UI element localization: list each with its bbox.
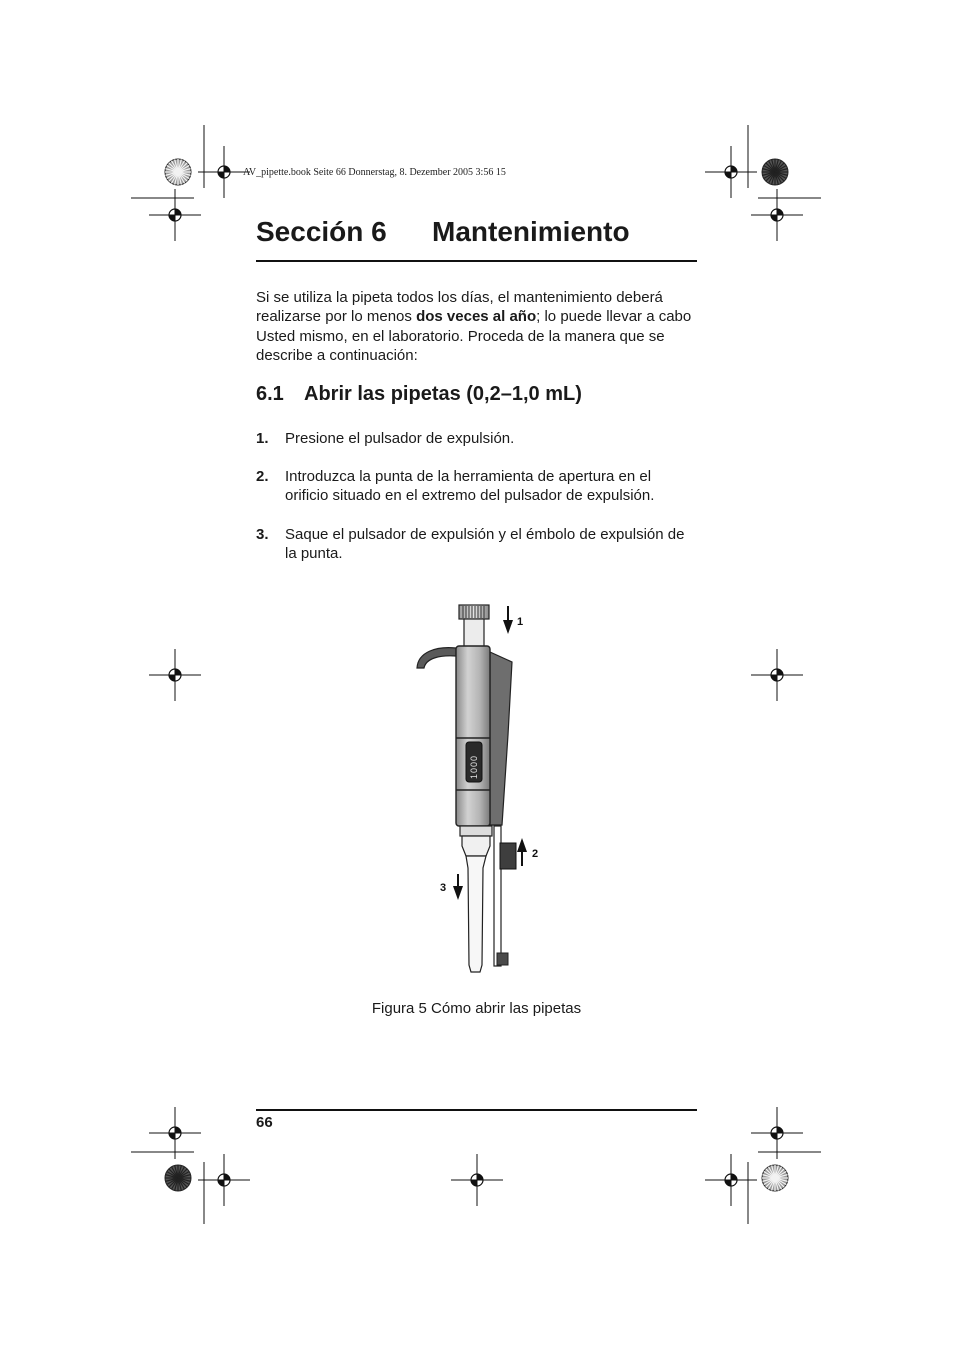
step-text: Introduzca la punta de la herramienta de apertura en el orificio situado en el extremo del pulsador de expulsión. (285, 468, 655, 505)
intro-paragraph (256, 288, 697, 365)
figure-caption: Figura 5 Cómo abrir las pipetas (371, 1000, 582, 1017)
step-item (256, 429, 697, 448)
arrow-label-2: 2 (532, 848, 539, 860)
section-title: Mantenimiento (432, 216, 630, 247)
page-number: 66 (256, 1114, 273, 1131)
arrow-1-icon (503, 606, 513, 634)
registration-target-icon (751, 189, 803, 241)
pipette-illustration (400, 595, 560, 995)
color-bar-circle-icon (762, 159, 788, 185)
section-heading (256, 216, 630, 248)
subsection-title: Abrir las pipetas (0,2–1,0 mL) (304, 383, 582, 405)
heading-rule (256, 260, 697, 262)
step-number: 1. (256, 430, 269, 447)
subsection-heading (256, 383, 582, 406)
step-item (256, 467, 697, 506)
step-item (256, 525, 697, 564)
arrow-label-1: 1 (517, 616, 524, 628)
intro-bold-text: dos veces al año (416, 308, 537, 326)
registration-target-icon (149, 189, 201, 241)
arrow-2-icon (517, 838, 527, 866)
arrow-label-3: 3 (440, 882, 447, 894)
step-number: 3. (256, 526, 269, 543)
plunger-rod (464, 619, 484, 649)
ejector-rod-end (497, 953, 508, 965)
registration-target-icon (705, 146, 757, 198)
print-slug: AV_pipette.book Seite 66 Donnerstag, 8. Dezember 2005 3:56 15 (243, 167, 506, 178)
footer-rule (256, 1109, 697, 1111)
ejector-button (500, 843, 516, 869)
registration-target-icon (149, 1107, 201, 1159)
pipette-tip (466, 856, 486, 972)
registration-target-icon (751, 649, 803, 701)
registration-target-icon (705, 1154, 757, 1206)
intro-text-2: ; lo puede llevar a cabo Usted mismo, en el laboratorio. Proceda de la manera que se describe a continuación: (256, 308, 692, 364)
pipette-collar (460, 826, 492, 836)
color-bar-circle-icon (165, 1165, 191, 1191)
subsection-number: 6.1 (256, 383, 284, 405)
arrow-3-icon (453, 874, 463, 900)
registration-target-icon (451, 1154, 503, 1206)
color-bar-circle-icon (762, 1165, 788, 1191)
step-text: Presione el pulsador de expulsión. (285, 430, 515, 447)
step-number: 2. (256, 468, 269, 485)
registration-target-icon (149, 649, 201, 701)
tip-cone (462, 836, 490, 856)
ejector-housing (490, 652, 512, 825)
volume-display-value: 1000 (469, 754, 479, 779)
section-number: Sección 6 (256, 216, 387, 247)
pipette-body (456, 646, 490, 826)
color-bar-circle-icon (165, 159, 191, 185)
intro-text-1: Si se utiliza la pipeta todos los días, el mantenimiento deberá realizarse por lo menos (256, 289, 663, 326)
step-text: Saque el pulsador de expulsión y el émbolo de expulsión de la punta. (285, 526, 685, 563)
registration-target-icon (198, 1154, 250, 1206)
finger-hook (417, 648, 456, 668)
registration-target-icon (751, 1107, 803, 1159)
